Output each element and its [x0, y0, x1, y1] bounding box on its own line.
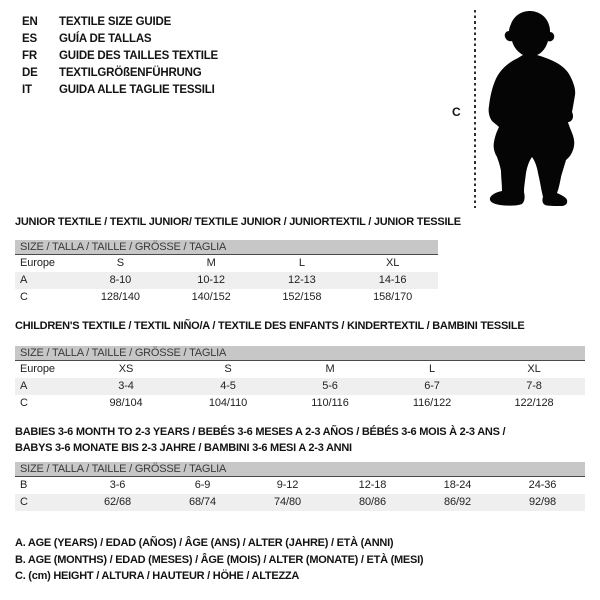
- table-row: [15, 494, 585, 511]
- legend-line-c: C. (cm) HEIGHT / ALTURA / HAUTEUR / HÖHE / ALTEZZA: [15, 570, 300, 582]
- language-title: TEXTILE SIZE GUIDE: [59, 16, 172, 28]
- row-label: A: [20, 380, 28, 392]
- table-row: [15, 272, 438, 289]
- cell: 5-6: [322, 380, 338, 392]
- cell: 6-9: [194, 479, 211, 491]
- cell: 128/140: [100, 291, 140, 303]
- height-label: C: [452, 105, 461, 119]
- cell: 24-36: [528, 479, 557, 491]
- row-label: C: [20, 496, 28, 508]
- cell: 140/152: [191, 291, 231, 303]
- cell: 12-18: [358, 479, 387, 491]
- cell: 7-8: [526, 380, 542, 392]
- cell: 14-16: [378, 274, 407, 286]
- language-row-de: [22, 65, 218, 82]
- language-code: ES: [22, 33, 37, 45]
- legend-line-b: B. AGE (MONTHS) / EDAD (MESES) / ÂGE (MOIS) / ALTER (MONATE) / ETÀ (MESI): [15, 553, 424, 566]
- language-row-it: [22, 82, 218, 99]
- babies-size-header: SIZE / TALLA / TAILLE / GRÖSSE / TAGLIA: [15, 462, 585, 477]
- cell: 4-5: [220, 380, 236, 392]
- junior-size-header: SIZE / TALLA / TAILLE / GRÖSSE / TAGLIA: [15, 240, 438, 255]
- cell: 110/116: [311, 397, 349, 409]
- row-label: Europe: [20, 257, 55, 269]
- cell: XL: [385, 257, 400, 269]
- cell: M: [206, 257, 216, 269]
- table-row: [15, 361, 585, 378]
- row-label: B: [20, 479, 28, 491]
- table-row: [15, 255, 438, 272]
- table-row: [15, 477, 585, 494]
- cell: XL: [527, 363, 541, 375]
- cell: S: [224, 363, 232, 375]
- cell: 68/74: [188, 496, 217, 508]
- cell: XS: [118, 363, 134, 375]
- cell: 62/68: [103, 496, 132, 508]
- cell: 18-24: [443, 479, 472, 491]
- language-code: IT: [22, 84, 32, 96]
- cell: 86/92: [443, 496, 472, 508]
- language-title: TEXTILGRÖßENFÜHRUNG: [59, 67, 202, 79]
- cell: 3-4: [118, 380, 134, 392]
- cell: 80/86: [358, 496, 387, 508]
- language-code: FR: [22, 50, 37, 62]
- junior-table: [15, 240, 438, 306]
- babies-table-title: [15, 424, 580, 456]
- cell: 10-12: [197, 274, 225, 286]
- cell: 9-12: [276, 479, 299, 491]
- language-code: DE: [22, 67, 38, 79]
- baby-silhouette-icon: [483, 9, 577, 207]
- language-title: GUÍA DE TALLAS: [59, 33, 152, 45]
- row-label: A: [20, 274, 28, 286]
- cell: 6-7: [424, 380, 440, 392]
- babies-title-line2: BABYS 3-6 MONATE BIS 2-3 JAHRE / BAMBINI 3-6 MESI A 2-3 ANNI: [15, 442, 352, 454]
- cell: 116/122: [412, 397, 452, 409]
- legend-line-a: A. AGE (YEARS) / EDAD (AÑOS) / ÂGE (ANS) / ALTER (JAHRE) / ETÀ (ANNI): [15, 537, 394, 549]
- measurement-legend: [15, 535, 423, 585]
- language-title: GUIDA ALLE TAGLIE TESSILI: [59, 84, 215, 96]
- cell: L: [298, 257, 305, 269]
- language-row-en: [22, 14, 218, 31]
- cell: 122/128: [514, 397, 554, 409]
- language-list: [22, 14, 218, 99]
- row-label: Europe: [20, 363, 55, 375]
- cell: 152/158: [282, 291, 322, 303]
- height-measure-dashed-line: [474, 10, 476, 208]
- cell: 104/110: [208, 397, 248, 409]
- children-size-header: SIZE / TALLA / TAILLE / GRÖSSE / TAGLIA: [15, 346, 585, 361]
- cell: M: [325, 363, 335, 375]
- language-title: GUIDE DES TAILLES TEXTILE: [59, 50, 218, 62]
- table-row: [15, 289, 438, 306]
- language-code: EN: [22, 16, 38, 28]
- row-label: C: [20, 291, 28, 303]
- junior-table-title: JUNIOR TEXTILE / TEXTIL JUNIOR/ TEXTILE JUNIOR / JUNIORTEXTIL / JUNIOR TESSILE: [15, 216, 461, 228]
- table-row: [15, 378, 585, 395]
- cell: S: [116, 257, 124, 269]
- cell: 74/80: [273, 496, 302, 508]
- children-table-title: CHILDREN'S TEXTILE / TEXTIL NIÑO/A / TEXTILE DES ENFANTS / KINDERTEXTIL / BAMBINI TESSILE: [15, 320, 525, 332]
- cell: 158/170: [373, 291, 413, 303]
- cell: 8-10: [109, 274, 132, 286]
- table-row: [15, 395, 585, 412]
- language-row-fr: [22, 48, 218, 65]
- cell: L: [428, 363, 436, 375]
- babies-title-line1: BABIES 3-6 MONTH TO 2-3 YEARS / BEBÉS 3-6 MESES A 2-3 AÑOS / BÉBÉS 3-6 MOIS À 2-3 ANS /: [15, 426, 506, 438]
- cell: 92/98: [528, 496, 557, 508]
- row-label: C: [20, 397, 28, 409]
- language-row-es: [22, 31, 218, 48]
- cell: 3-6: [109, 479, 126, 491]
- cell: 98/104: [109, 397, 143, 409]
- babies-table: [15, 462, 585, 511]
- cell: 12-13: [288, 274, 316, 286]
- children-table: [15, 346, 585, 412]
